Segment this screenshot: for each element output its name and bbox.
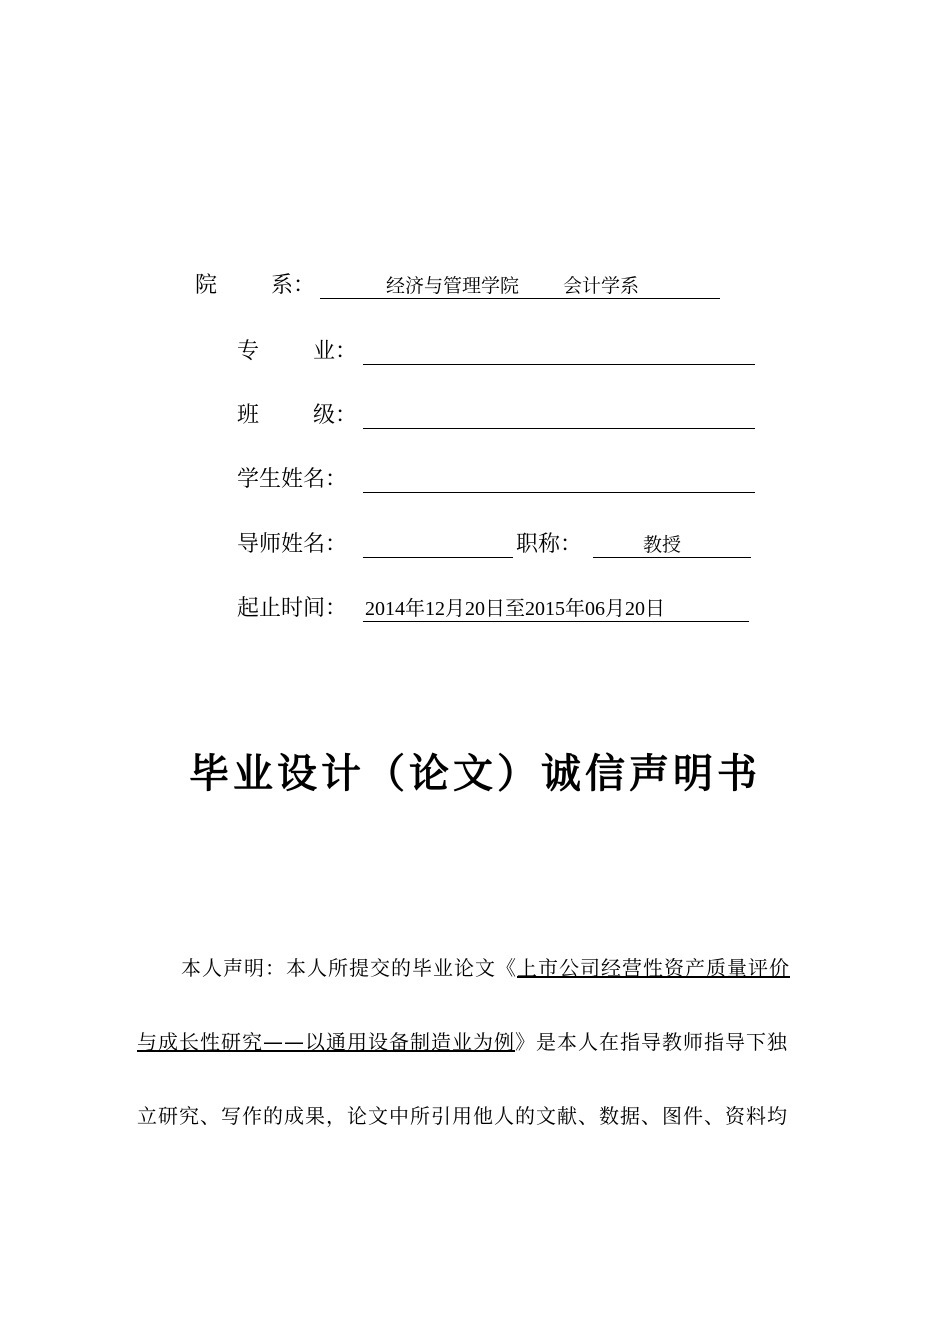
- student-name-field[interactable]: [363, 466, 755, 493]
- thesis-title-part-1: 上市公司经营性资产质量评价: [517, 956, 790, 980]
- declaration-line-3: 立研究、写作的成果，论文中所引用他人的文献、数据、图件、资料均: [137, 1104, 788, 1128]
- advisor-name-field[interactable]: [363, 531, 513, 558]
- major-label-b: 业：: [313, 339, 358, 364]
- advisor-title-value: 教授: [643, 534, 682, 556]
- period-label: 起止时间：: [237, 596, 348, 621]
- class-label-a: 班: [237, 403, 260, 428]
- declaration-heading: 毕业设计（论文）诚信声明书: [189, 751, 761, 797]
- department-label-a: 院: [195, 273, 218, 298]
- period-field[interactable]: [363, 595, 749, 622]
- declaration-line-2-suffix: 》是本人在指导教师指导下独: [515, 1030, 788, 1054]
- declaration-prefix: 本人声明：本人所提交的毕业论文《: [181, 956, 517, 980]
- major-field[interactable]: [363, 338, 755, 365]
- advisor-name-label: 导师姓名：: [237, 532, 348, 557]
- department-value-school: 经济与管理学院: [386, 275, 520, 297]
- department-value-dept: 会计学系: [563, 275, 640, 297]
- class-field[interactable]: [363, 402, 755, 429]
- student-name-label: 学生姓名：: [237, 467, 348, 492]
- department-label-b: 系：: [271, 273, 316, 298]
- major-label-a: 专: [237, 339, 260, 364]
- period-value: 2014年12月20日至2015年06月20日: [365, 598, 665, 620]
- declaration-line-1: [181, 954, 790, 982]
- advisor-title-field[interactable]: [593, 531, 751, 558]
- department-field[interactable]: [320, 272, 720, 299]
- class-label-b: 级：: [313, 403, 358, 428]
- declaration-line-2: [137, 1028, 788, 1056]
- advisor-title-label: 职称：: [516, 532, 583, 557]
- thesis-title-part-2: 与成长性研究——以通用设备制造业为例: [137, 1030, 515, 1054]
